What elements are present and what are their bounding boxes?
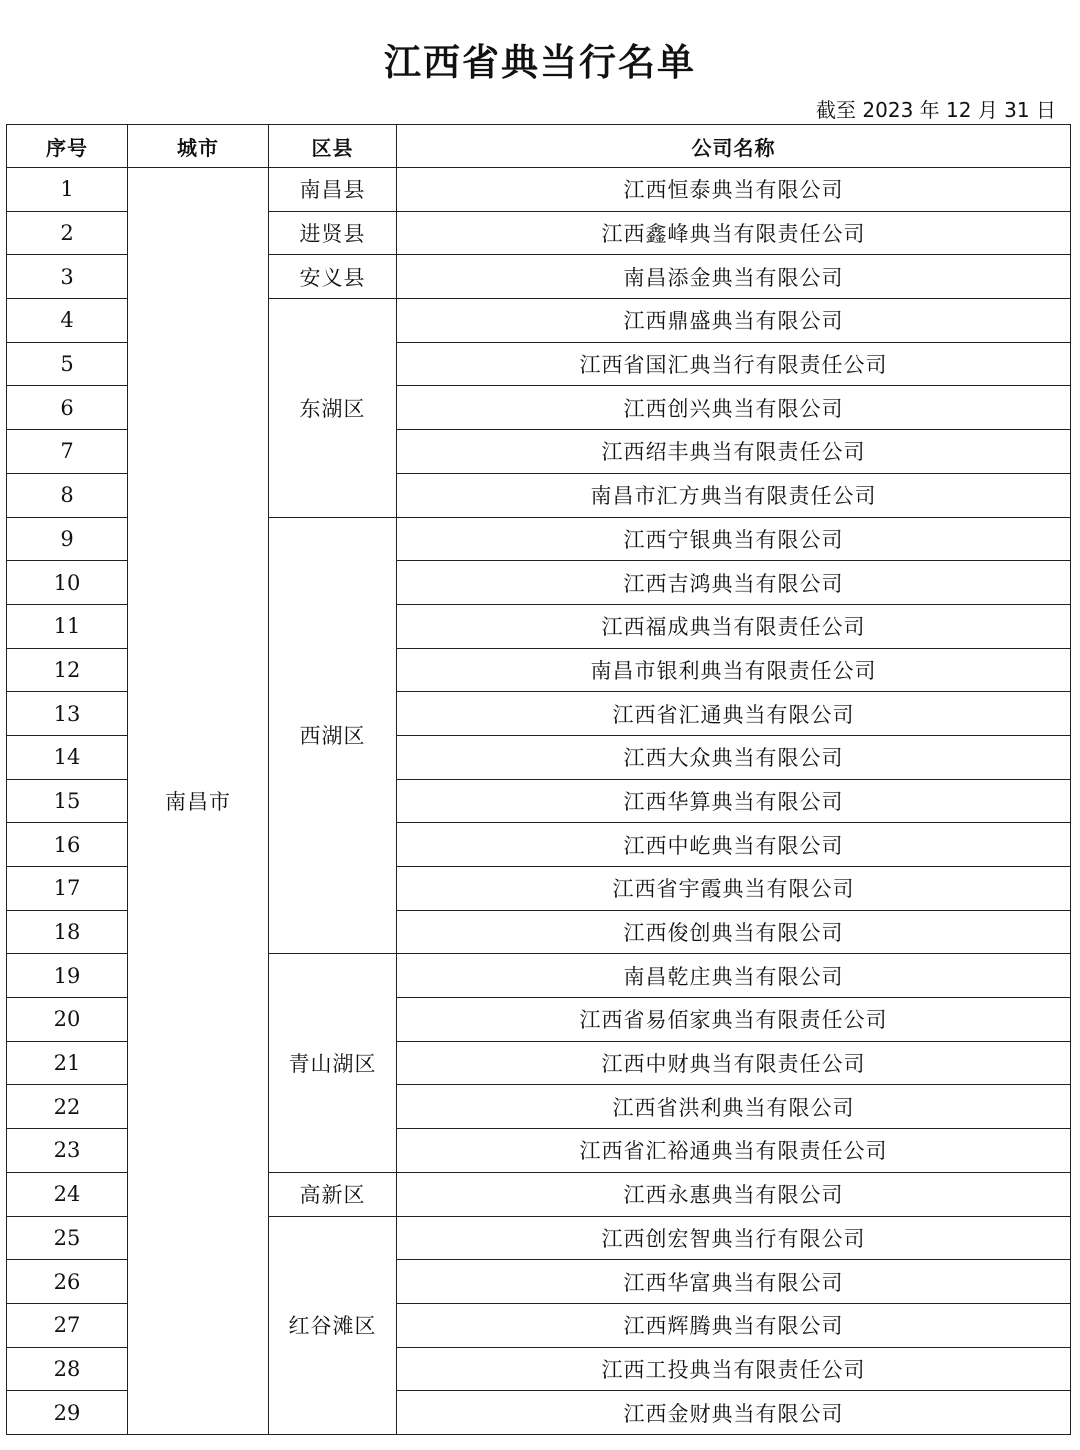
company-name-cell: 江西辉腾典当有限公司: [397, 1303, 1071, 1347]
row-number: 9: [7, 517, 128, 561]
company-name-cell: 江西创宏智典当行有限公司: [397, 1216, 1071, 1260]
as-of-date: 截至 2023 年 12 月 31 日: [816, 98, 1056, 122]
table-body: [7, 168, 1071, 1435]
row-number: 28: [7, 1347, 128, 1391]
city-cell: 南昌市: [128, 168, 269, 1435]
pawnshop-table: [6, 124, 1071, 1435]
district-cell: 进贤县: [269, 211, 397, 255]
company-name-cell: 江西俊创典当有限公司: [397, 910, 1071, 954]
header-city: 城市: [128, 125, 269, 168]
company-name-cell: 江西华算典当有限公司: [397, 779, 1071, 823]
row-number: 21: [7, 1041, 128, 1085]
company-name-cell: 江西吉鸿典当有限公司: [397, 561, 1071, 605]
row-number: 16: [7, 823, 128, 867]
row-number: 20: [7, 998, 128, 1042]
company-name-cell: 江西鼎盛典当有限公司: [397, 299, 1071, 343]
district-cell: 高新区: [269, 1172, 397, 1216]
row-number: 13: [7, 692, 128, 736]
company-name-cell: 江西永惠典当有限公司: [397, 1172, 1071, 1216]
row-number: 26: [7, 1260, 128, 1304]
company-name-cell: 江西工投典当有限责任公司: [397, 1347, 1071, 1391]
row-number: 2: [7, 211, 128, 255]
company-name-cell: 南昌市银利典当有限责任公司: [397, 648, 1071, 692]
company-name-cell: 江西大众典当有限公司: [397, 735, 1071, 779]
company-name-cell: 江西绍丰典当有限责任公司: [397, 430, 1071, 474]
company-name-cell: 江西恒泰典当有限公司: [397, 168, 1071, 212]
company-name-cell: 江西鑫峰典当有限责任公司: [397, 211, 1071, 255]
row-number: 4: [7, 299, 128, 343]
row-number: 15: [7, 779, 128, 823]
company-name-cell: 江西省汇通典当有限公司: [397, 692, 1071, 736]
header-company: 公司名称: [397, 125, 1071, 168]
row-number: 27: [7, 1303, 128, 1347]
company-name-cell: 江西省易佰家典当有限责任公司: [397, 998, 1071, 1042]
row-number: 12: [7, 648, 128, 692]
company-name-cell: 江西创兴典当有限公司: [397, 386, 1071, 430]
company-name-cell: 江西宁银典当有限公司: [397, 517, 1071, 561]
row-number: 23: [7, 1129, 128, 1173]
row-number: 29: [7, 1391, 128, 1435]
row-number: 22: [7, 1085, 128, 1129]
row-number: 1: [7, 168, 128, 212]
company-name-cell: 江西省汇裕通典当有限责任公司: [397, 1129, 1071, 1173]
company-name-cell: 南昌乾庄典当有限公司: [397, 954, 1071, 998]
company-name-cell: 江西金财典当有限公司: [397, 1391, 1071, 1435]
header-district: 区县: [269, 125, 397, 168]
row-number: 8: [7, 473, 128, 517]
district-cell: 东湖区: [269, 299, 397, 517]
row-number: 11: [7, 604, 128, 648]
row-number: 3: [7, 255, 128, 299]
district-cell: 南昌县: [269, 168, 397, 212]
row-number: 5: [7, 342, 128, 386]
row-number: 6: [7, 386, 128, 430]
row-number: 14: [7, 735, 128, 779]
company-name-cell: 南昌市汇方典当有限责任公司: [397, 473, 1071, 517]
company-name-cell: 江西省宇霞典当有限公司: [397, 867, 1071, 911]
page-title: 江西省典当行名单: [384, 41, 696, 84]
header-seq: 序号: [7, 125, 128, 168]
company-name-cell: 江西省国汇典当行有限责任公司: [397, 342, 1071, 386]
company-name-cell: 江西华富典当有限公司: [397, 1260, 1071, 1304]
row-number: 7: [7, 430, 128, 474]
company-name-cell: 江西省洪利典当有限公司: [397, 1085, 1071, 1129]
company-name-cell: 江西中屹典当有限公司: [397, 823, 1071, 867]
company-name-cell: 江西中财典当有限责任公司: [397, 1041, 1071, 1085]
table-row: [7, 168, 1071, 212]
district-cell: 青山湖区: [269, 954, 397, 1172]
table-header-row: [7, 125, 1071, 168]
row-number: 19: [7, 954, 128, 998]
row-number: 18: [7, 910, 128, 954]
row-number: 17: [7, 867, 128, 911]
district-cell: 西湖区: [269, 517, 397, 954]
row-number: 10: [7, 561, 128, 605]
district-cell: 安义县: [269, 255, 397, 299]
company-name-cell: 南昌添金典当有限公司: [397, 255, 1071, 299]
row-number: 25: [7, 1216, 128, 1260]
company-name-cell: 江西福成典当有限责任公司: [397, 604, 1071, 648]
row-number: 24: [7, 1172, 128, 1216]
district-cell: 红谷滩区: [269, 1216, 397, 1434]
